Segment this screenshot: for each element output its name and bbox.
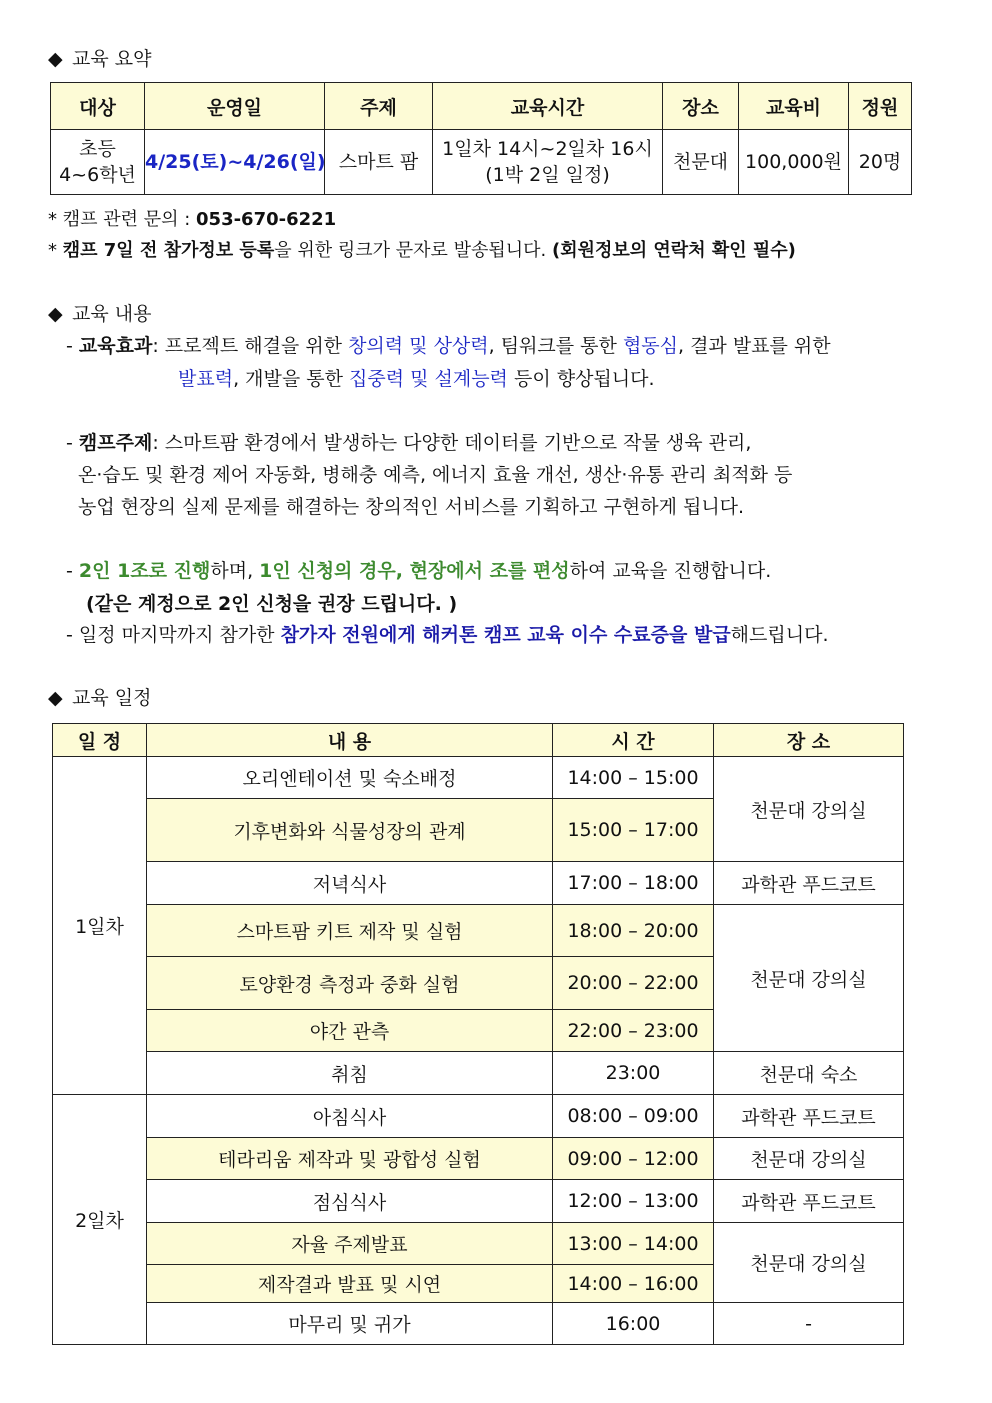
- place-cell: -: [714, 1303, 904, 1345]
- header-day: 일 정: [53, 724, 147, 757]
- table-row: 제작결과 발표 및 시연: [147, 1265, 553, 1303]
- time-cell: 23:00: [553, 1052, 714, 1095]
- topic-cell: 스마트 팜: [325, 130, 433, 195]
- header-time: 시 간: [553, 724, 714, 757]
- table-row: 마무리 및 귀가: [147, 1303, 553, 1345]
- time-cell: 13:00 – 14:00: [553, 1223, 714, 1265]
- time-cell: 14:00 – 16:00: [553, 1265, 714, 1303]
- time-cell: 08:00 – 09:00: [553, 1095, 714, 1138]
- day2-cell: 2일차: [53, 1095, 147, 1345]
- summary-heading: ◆ 교육 요약: [48, 48, 152, 70]
- place-cell: 천문대 숙소: [714, 1052, 904, 1095]
- table-row: 저녁식사: [147, 862, 553, 905]
- table-row: 아침식사: [147, 1095, 553, 1138]
- header-time: 교육시간: [433, 83, 663, 130]
- time-cell: 09:00 – 12:00: [553, 1138, 714, 1180]
- time-cell: 12:00 – 13:00: [553, 1180, 714, 1223]
- effect-line-2: 발표력, 개발을 통한 집중력 및 설계능력 등이 향상됩니다.: [178, 368, 655, 390]
- table-row: 기후변화와 식물성장의 관계: [147, 799, 553, 862]
- diamond-bullet-icon: ◆: [48, 48, 63, 70]
- summary-table: [50, 82, 912, 195]
- effect-line-1: - 교육효과: 프로젝트 해결을 위한 창의력 및 상상력, 팀워크를 통한 협동심, 결과 발표를 위한: [66, 335, 831, 357]
- fee-cell: 100,000원: [739, 130, 849, 195]
- place-cell: 천문대: [663, 130, 739, 195]
- time-cell: 20:00 – 22:00: [553, 957, 714, 1010]
- theme-line-3: 농업 현장의 실제 문제를 해결하는 창의적인 서비스를 기획하고 구현하게 됩니다.: [78, 496, 745, 518]
- place-cell: 천문대 강의실: [714, 1138, 904, 1180]
- time-cell: 15:00 – 17:00: [553, 799, 714, 862]
- header-place: 장소: [663, 83, 739, 130]
- header-fee: 교육비: [739, 83, 849, 130]
- table-row: 점심식사: [147, 1180, 553, 1223]
- team-note: (같은 계정으로 2인 신청을 권장 드립니다. ): [86, 593, 458, 615]
- schedule-heading: ◆ 교육 일정: [48, 687, 152, 709]
- header-target: 대상: [51, 83, 145, 130]
- time-cell: 1일차 14시~2일차 16시 (1박 2일 일정): [433, 130, 663, 195]
- header-topic: 주제: [325, 83, 433, 130]
- header-date: 운영일: [145, 83, 325, 130]
- table-row: 오리엔테이션 및 숙소배정: [147, 757, 553, 799]
- place-cell: 과학관 푸드코트: [714, 1095, 904, 1138]
- theme-line-2: 온·습도 및 환경 제어 자동화, 병해충 예측, 에너지 효율 개선, 생산·유통 관리 최적화 등: [78, 464, 793, 486]
- certificate-line: - 일정 마지막까지 참가한 참가자 전원에게 해커톤 캠프 교육 이수 수료증을 발급해드립니다.: [66, 624, 829, 646]
- header-content: 내 용: [147, 724, 553, 757]
- capacity-cell: 20명: [849, 130, 912, 195]
- team-line: - 2인 1조로 진행하며, 1인 신청의 경우, 현장에서 조를 편성하여 교육을 진행합니다.: [66, 560, 772, 582]
- date-cell: 4/25(토)~4/26(일): [145, 130, 325, 195]
- theme-line-1: - 캠프주제: 스마트팜 환경에서 발생하는 다양한 데이터를 기반으로 작물 생육 관리,: [66, 432, 752, 454]
- diamond-bullet-icon: ◆: [48, 303, 63, 325]
- target-cell: 초등 4~6학년: [51, 130, 145, 195]
- place-cell: 천문대 강의실: [714, 905, 904, 1052]
- inquiry-phone: 053-670-6221: [196, 209, 337, 230]
- diamond-bullet-icon: ◆: [48, 687, 63, 709]
- place-cell: 과학관 푸드코트: [714, 862, 904, 905]
- place-cell: 천문대 강의실: [714, 1223, 904, 1303]
- schedule-table: [52, 723, 904, 1345]
- table-row: 야간 관측: [147, 1010, 553, 1052]
- inquiry-note: * 캠프 관련 문의 : 053-670-6221: [48, 209, 337, 230]
- registration-note: * 캠프 7일 전 참가정보 등록을 위한 링크가 문자로 발송됩니다. (회원정보의 연락처 확인 필수): [48, 240, 796, 261]
- table-row: 자율 주제발표: [147, 1223, 553, 1265]
- table-row: 테라리움 제작과 및 광합성 실험: [147, 1138, 553, 1180]
- place-cell: 천문대 강의실: [714, 757, 904, 862]
- header-place: 장 소: [714, 724, 904, 757]
- header-capacity: 정원: [849, 83, 912, 130]
- table-row: 취침: [147, 1052, 553, 1095]
- day1-cell: 1일차: [53, 757, 147, 1095]
- time-cell: 18:00 – 20:00: [553, 905, 714, 957]
- content-heading: ◆ 교육 내용: [48, 303, 152, 325]
- time-cell: 14:00 – 15:00: [553, 757, 714, 799]
- place-cell: 과학관 푸드코트: [714, 1180, 904, 1223]
- time-cell: 16:00: [553, 1303, 714, 1345]
- time-cell: 17:00 – 18:00: [553, 862, 714, 905]
- table-row: 스마트팜 키트 제작 및 실험: [147, 905, 553, 957]
- time-cell: 22:00 – 23:00: [553, 1010, 714, 1052]
- table-row: 토양환경 측정과 중화 실험: [147, 957, 553, 1010]
